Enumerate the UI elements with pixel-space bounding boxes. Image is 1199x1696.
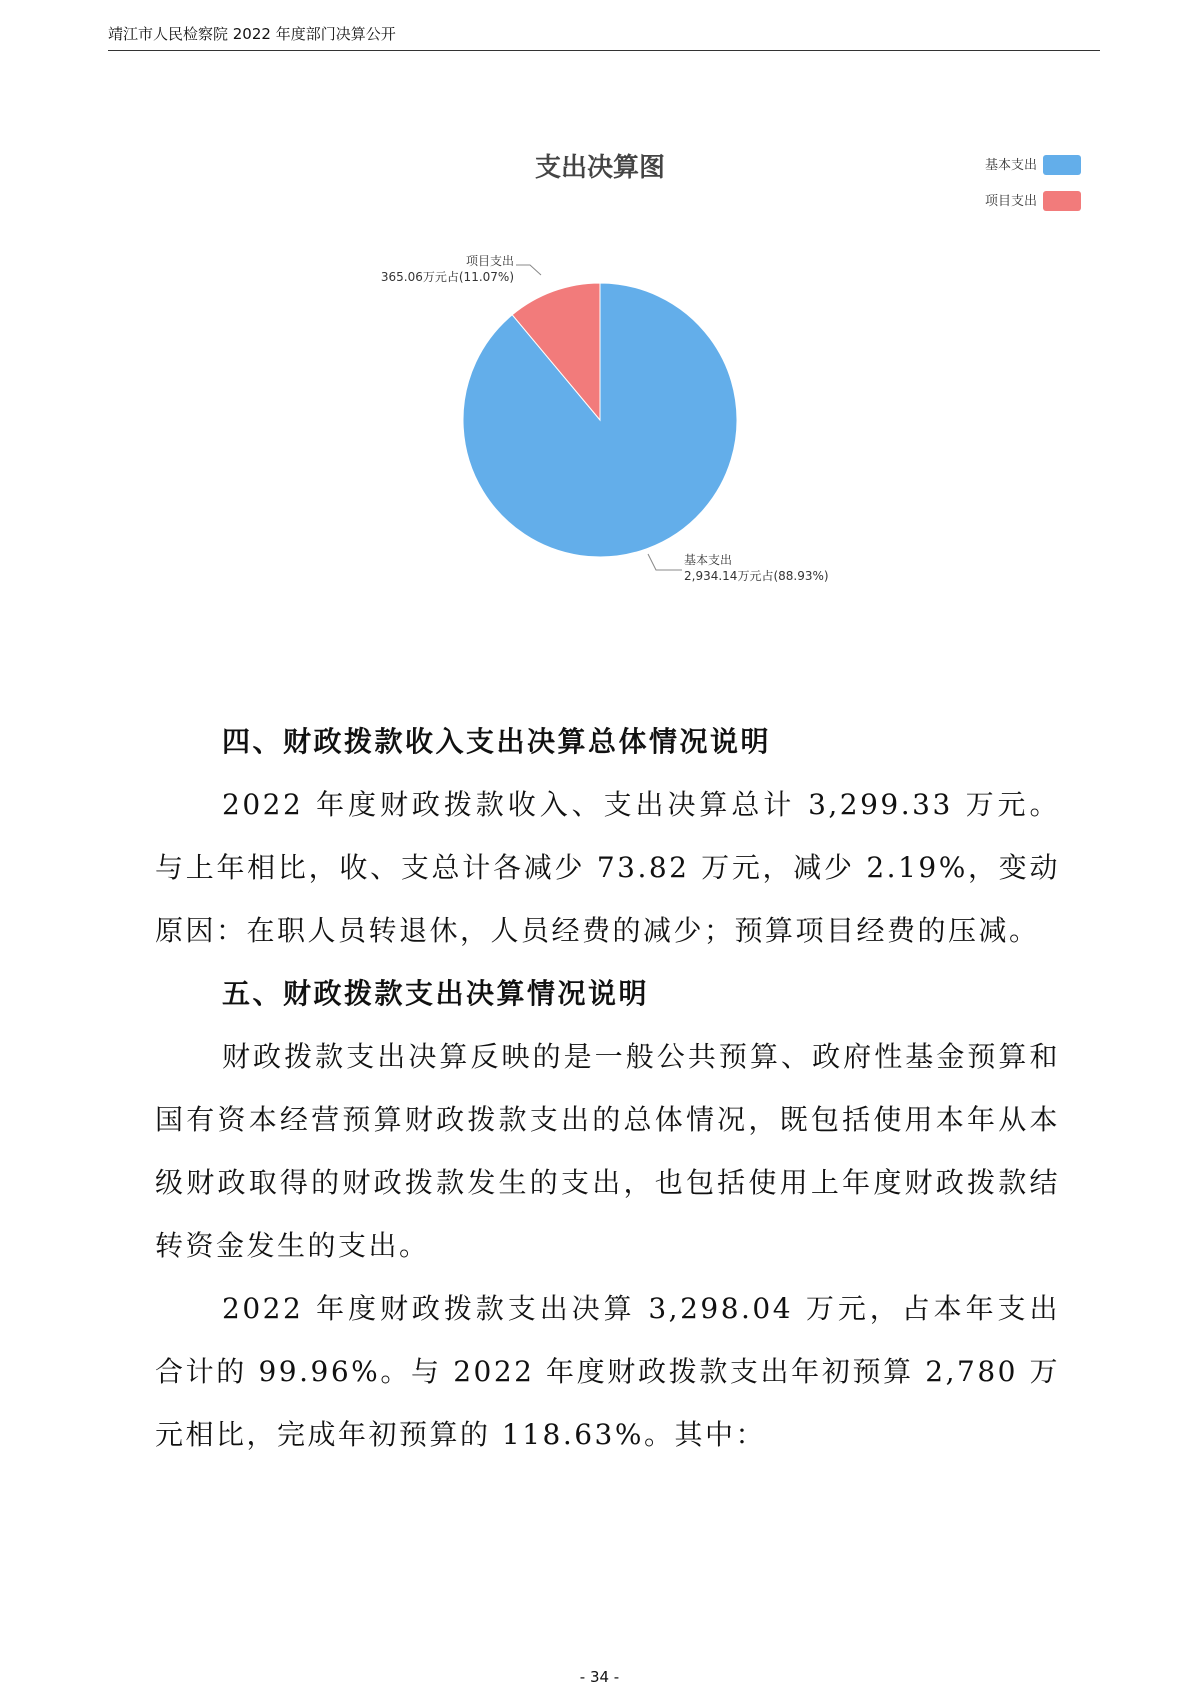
pie-slices — [463, 283, 737, 557]
legend-label-basic: 基本支出 — [984, 158, 1037, 173]
body-text — [155, 710, 1060, 1466]
section-4-paragraph-1: 2022 年度财政拨款收入、支出决算总计 3,299.33 万元。与上年相比，收、支总计各减少 73.82 万元，减少 2.19%，变动原因：在职人员转退休，人员经费的减少；预算项目经费的压减。 — [155, 788, 1060, 947]
slice-label-project-name: 项目支出 — [465, 254, 514, 268]
header-title: 靖江市人民检察院 2022 年度部门决算公开 — [108, 25, 396, 43]
chart-title: 支出决算图 — [534, 153, 666, 183]
pie-chart-svg — [0, 0, 1199, 640]
slice-label-project — [381, 253, 541, 284]
slice-label-basic-name: 基本支出 — [684, 553, 733, 567]
section-5-paragraph-1: 财政拨款支出决算反映的是一般公共预算、政府性基金预算和国有资本经营预算财政拨款支出的总体情况，既包括使用本年从本级财政取得的财政拨款发生的支出，也包括使用上年度财政拨款结转资金发生的支出。 — [155, 1040, 1060, 1262]
legend-label-project: 项目支出 — [984, 194, 1037, 209]
slice-label-project-value: 365.06万元占(11.07%) — [380, 270, 514, 284]
section-heading-4: 四、财政拨款收入支出决算总体情况说明 — [222, 725, 772, 758]
page-number: - 34 - — [579, 1668, 620, 1686]
legend — [985, 155, 1081, 211]
slice-label-basic-value: 2,934.14万元占(88.93%) — [684, 569, 829, 583]
section-heading-5: 五、财政拨款支出决算情况说明 — [222, 977, 650, 1010]
legend-swatch-basic — [1043, 155, 1081, 175]
section-5-paragraph-2: 2022 年度财政拨款支出决算 3,298.04 万元，占本年支出合计的 99.96%。与 2022 年度财政拨款支出年初预算 2,780 万元相比，完成年初预算的 118.63%。其中： — [155, 1292, 1060, 1451]
legend-swatch-project — [1043, 191, 1081, 211]
slice-label-basic — [648, 552, 829, 583]
